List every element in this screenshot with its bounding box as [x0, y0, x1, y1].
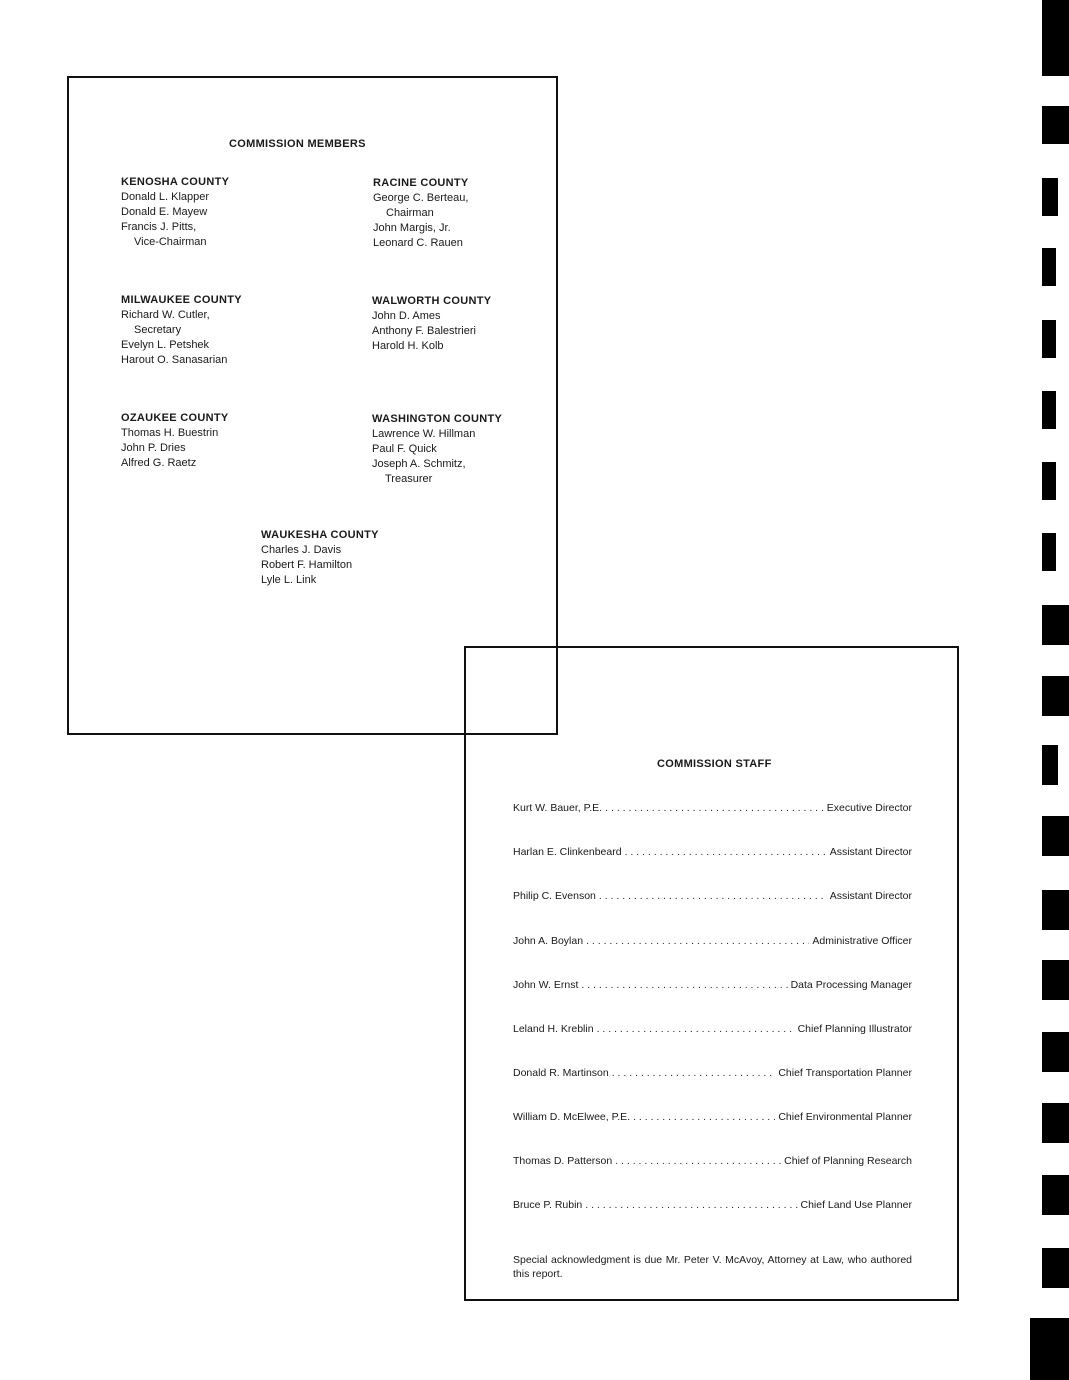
binder-tab	[1042, 106, 1069, 144]
staff-row	[513, 802, 912, 814]
staff-role: Chief Transportation Planner	[778, 1067, 912, 1079]
county-milwaukee	[121, 293, 242, 368]
binder-tab	[1042, 248, 1056, 286]
member-name: Robert F. Hamilton	[261, 559, 353, 571]
staff-row	[513, 979, 912, 991]
binder-tab	[1042, 816, 1069, 856]
county-name: KENOSHA COUNTY	[121, 176, 230, 188]
staff-role: Chief Environmental Planner	[778, 1111, 912, 1123]
staff-role: Data Processing Manager	[790, 979, 912, 991]
leader-dots	[585, 1199, 797, 1211]
member-name: Charles J. Davis	[261, 544, 342, 556]
leader-dots	[586, 935, 809, 947]
binder-tab	[1042, 1103, 1069, 1143]
staff-role: Assistant Director	[829, 846, 912, 858]
binder-tab	[1030, 1318, 1069, 1380]
staff-row	[513, 1155, 912, 1167]
binder-tab	[1042, 890, 1069, 930]
staff-name: John W. Ernst	[513, 979, 579, 991]
member-name: Treasurer	[385, 473, 433, 485]
leader-dots	[605, 802, 824, 814]
binder-tab	[1042, 1175, 1069, 1215]
binder-tab	[1042, 1032, 1069, 1072]
binder-tab	[1042, 178, 1058, 216]
commission-members-title: COMMISSION MEMBERS	[229, 138, 366, 150]
member-name: Donald E. Mayew	[121, 206, 208, 218]
commission-staff-title: COMMISSION STAFF	[657, 758, 772, 770]
member-name: Lawrence W. Hillman	[372, 428, 476, 440]
member-name: Leonard C. Rauen	[373, 237, 463, 249]
leader-dots	[581, 979, 787, 991]
staff-name: Kurt W. Bauer, P.E.	[513, 802, 603, 814]
binder-tab	[1042, 745, 1058, 785]
member-name: Joseph A. Schmitz,	[372, 458, 466, 470]
leader-dots	[597, 1023, 795, 1035]
staff-role: Administrative Officer	[812, 935, 912, 947]
staff-row	[513, 846, 912, 858]
member-name: Francis J. Pitts,	[121, 221, 197, 233]
member-name: John P. Dries	[121, 442, 186, 454]
staff-row	[513, 1199, 912, 1211]
staff-name: Harlan E. Clinkenbeard	[513, 846, 622, 858]
member-name: George C. Berteau,	[373, 192, 469, 204]
staff-row	[513, 1067, 912, 1079]
member-name: Thomas H. Buestrin	[121, 427, 219, 439]
staff-role: Executive Director	[826, 802, 912, 814]
member-name: Harout O. Sanasarian	[121, 354, 228, 366]
binder-tab	[1042, 391, 1056, 429]
member-name: Lyle L. Link	[261, 574, 317, 586]
staff-role: Chief of Planning Research	[784, 1155, 912, 1167]
member-name: Evelyn L. Petshek	[121, 339, 210, 351]
staff-name: Philip C. Evenson	[513, 890, 596, 902]
staff-name: Thomas D. Patterson	[513, 1155, 613, 1167]
county-walworth	[372, 294, 491, 354]
binder-tab	[1042, 1248, 1069, 1288]
member-name: Anthony F. Balestrieri	[372, 325, 476, 337]
binder-tab	[1042, 605, 1069, 645]
county-racine	[373, 176, 469, 251]
leader-dots	[615, 1155, 781, 1167]
staff-role: Assistant Director	[829, 890, 912, 902]
county-washington	[372, 412, 502, 487]
staff-role: Chief Planning Illustrator	[797, 1023, 912, 1035]
member-name: John D. Ames	[372, 310, 441, 322]
staff-name: William D. McElwee, P.E.	[513, 1111, 631, 1123]
county-kenosha	[121, 175, 229, 250]
binder-tab	[1042, 960, 1069, 1000]
member-name: Chairman	[386, 207, 434, 219]
staff-row	[513, 1023, 912, 1035]
county-name: WAUKESHA COUNTY	[261, 529, 379, 541]
county-name: RACINE COUNTY	[373, 177, 469, 189]
staff-row	[513, 935, 912, 947]
staff-name: Leland H. Kreblin	[513, 1023, 594, 1035]
member-name: Richard W. Cutler,	[121, 309, 210, 321]
staff-row	[513, 890, 912, 902]
county-waukesha	[261, 528, 379, 588]
staff-row	[513, 1111, 912, 1123]
binder-tab	[1042, 533, 1056, 571]
county-name: OZAUKEE COUNTY	[121, 412, 229, 424]
member-name: Vice-Chairman	[134, 236, 207, 248]
staff-name: John A. Boylan	[513, 935, 584, 947]
county-name: MILWAUKEE COUNTY	[121, 294, 242, 306]
leader-dots	[625, 846, 827, 858]
binder-tab	[1042, 676, 1069, 716]
member-name: Donald L. Klapper	[121, 191, 210, 203]
binder-tab	[1042, 0, 1069, 76]
leader-dots	[612, 1067, 776, 1079]
county-ozaukee	[121, 411, 228, 471]
member-name: Alfred G. Raetz	[121, 457, 197, 469]
binder-tab	[1042, 320, 1056, 358]
staff-name: Donald R. Martinson	[513, 1067, 609, 1079]
leader-dots	[599, 890, 827, 902]
member-name: John Margis, Jr.	[373, 222, 451, 234]
binder-tab	[1042, 462, 1056, 500]
acknowledgment-note: Special acknowledgment is due Mr. Peter V. McAvoy, Attorney at Law, who authored this report.	[513, 1254, 912, 1280]
member-name: Secretary	[134, 324, 182, 336]
staff-name: Bruce P. Rubin	[513, 1199, 583, 1211]
member-name: Paul F. Quick	[372, 443, 437, 455]
county-name: WALWORTH COUNTY	[372, 295, 492, 307]
leader-dots	[633, 1111, 775, 1123]
staff-role: Chief Land Use Planner	[800, 1199, 912, 1211]
member-name: Harold H. Kolb	[372, 340, 444, 352]
county-name: WASHINGTON COUNTY	[372, 413, 503, 425]
